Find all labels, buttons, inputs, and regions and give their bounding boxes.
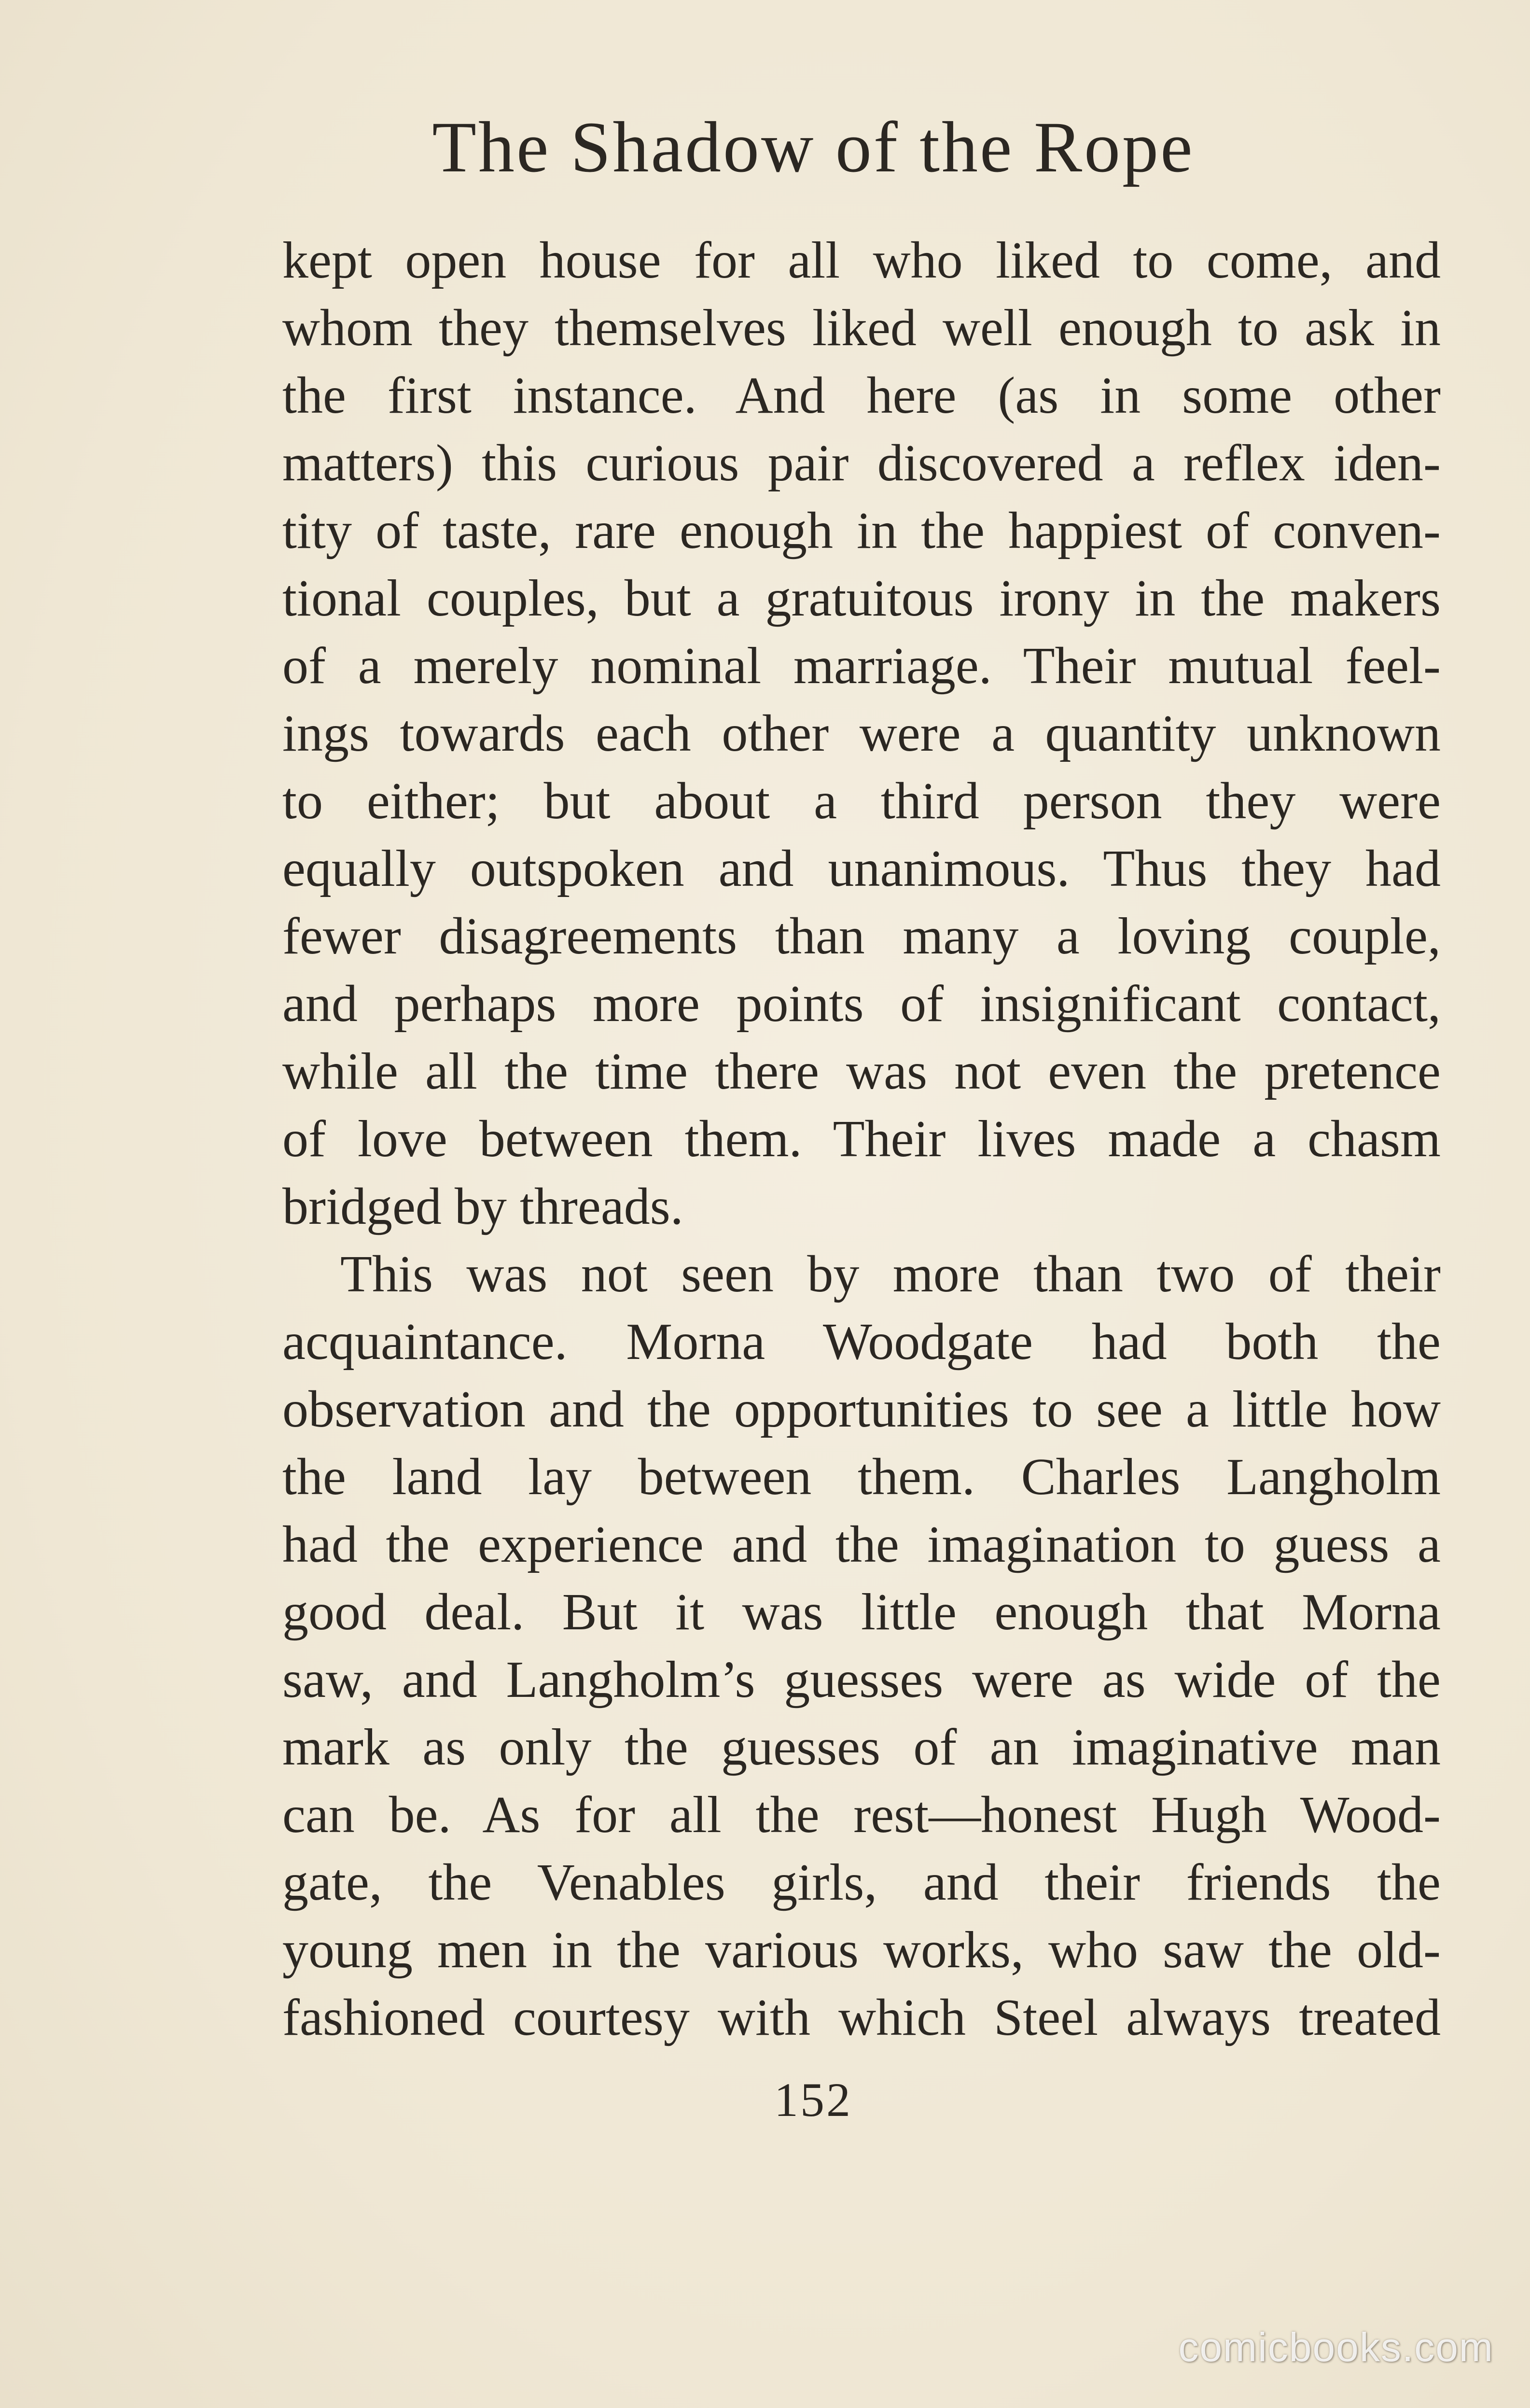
running-head: The Shadow of the Rope xyxy=(432,107,1195,187)
text-line: to either; but about a third person they were xyxy=(282,772,1441,830)
text-line: observation and the opportunities to see a little how xyxy=(282,1381,1441,1438)
text-line: ings towards each other were a quantity unknown xyxy=(282,705,1441,762)
text-line: while all the time there was not even the pretence xyxy=(282,1043,1441,1100)
text-line: saw, and Langholm’s guesses were as wide of the xyxy=(282,1651,1441,1708)
text-line: of love between them. Their lives made a chasm xyxy=(282,1110,1441,1168)
text-line: and perhaps more points of insignificant contact, xyxy=(282,975,1441,1033)
text-line: had the experience and the imagination to guess a xyxy=(282,1516,1441,1573)
text-line: good deal. But it was little enough that Morna xyxy=(282,1583,1441,1641)
text-line: tity of taste, rare enough in the happiest of conven- xyxy=(282,502,1441,560)
text-line: acquaintance. Morna Woodgate had both the xyxy=(282,1313,1441,1371)
text-line: whom they themselves liked well enough to ask in xyxy=(282,299,1441,357)
watermark: comicbooks.com xyxy=(1178,2324,1494,2370)
text-line: of a merely nominal marriage. Their mutual feel- xyxy=(282,637,1441,695)
text-line: This was not seen by more than two of their xyxy=(340,1246,1441,1303)
text-line: young men in the various works, who saw the old- xyxy=(282,1921,1441,1979)
text-line: can be. As for all the rest—honest Hugh Wood- xyxy=(282,1786,1441,1844)
text-line: gate, the Venables girls, and their friends the xyxy=(282,1854,1441,1911)
text-line: fashioned courtesy with which Steel always treated xyxy=(282,1989,1441,2046)
text-line: fewer disagreements than many a loving couple, xyxy=(282,908,1441,965)
text-line: mark as only the guesses of an imaginative man xyxy=(282,1719,1441,1776)
text-line: tional couples, but a gratuitous irony in the makers xyxy=(282,570,1441,627)
text-line: bridged by threads. xyxy=(282,1178,683,1235)
text-line: kept open house for all who liked to come, and xyxy=(282,232,1441,289)
text-line: matters) this curious pair discovered a reflex iden- xyxy=(282,434,1441,492)
body-text xyxy=(282,227,1441,2052)
text-line: the land lay between them. Charles Langholm xyxy=(282,1448,1441,1506)
text-line: the first instance. And here (as in some other xyxy=(282,367,1441,424)
paragraph xyxy=(282,1241,1441,2052)
page-number: 152 xyxy=(774,2073,852,2127)
text-line: equally outspoken and unanimous. Thus they had xyxy=(282,840,1441,897)
paragraph xyxy=(282,227,1441,1241)
